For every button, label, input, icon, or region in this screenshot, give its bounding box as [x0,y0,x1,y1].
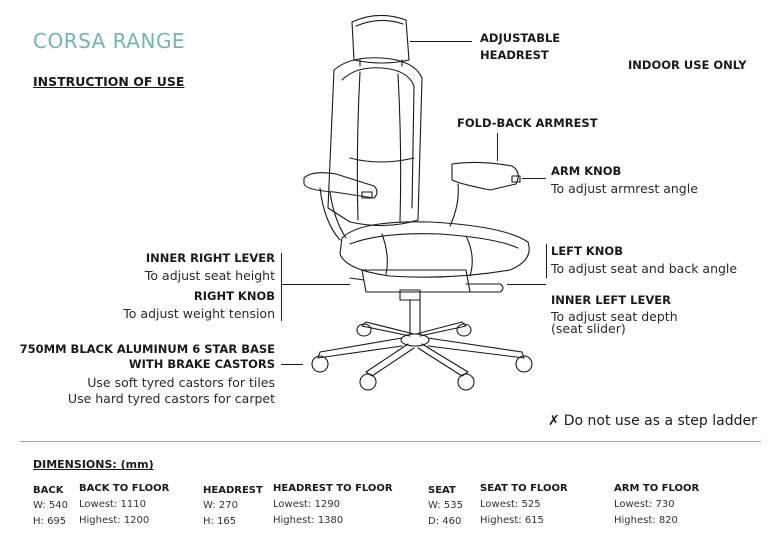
dim-seat-label: SEAT [428,485,456,496]
dim-back-label: BACK [33,485,64,496]
armrest-leader-line [497,133,498,161]
base-label-1: 750MM BLACK ALUMINUM 6 STAR BASE [19,342,275,356]
dim-seat-width: W: 535 [428,500,463,511]
base-description-2: Use hard tyred castors for carpet [67,391,275,406]
headrest-callout-label-2: HEADREST [480,48,549,62]
dim-back-to-floor-lowest: Lowest: 1110 [79,499,146,510]
cross-icon: ✗ [548,413,560,429]
inner-left-lever-description-1: To adjust seat depth [551,309,678,324]
armrest-left-drawing [304,173,377,240]
arm-knob-label: ARM KNOB [551,164,622,178]
right-knob-description: To adjust weight tension [123,306,275,321]
inner-left-lever-description-2: (seat slider) [551,321,626,336]
dimensions-title: DIMENSIONS: (mm) [33,458,154,471]
backrest-drawing [328,58,422,226]
left-knob-label: LEFT KNOB [551,244,623,258]
section-divider [20,441,761,442]
armrest-right-drawing [450,162,520,226]
dim-back-to-floor-label: BACK TO FLOOR [79,483,170,494]
dim-arm-to-floor-highest: Highest: 820 [614,515,678,526]
inner-right-lever-label: INNER RIGHT LEVER [145,251,275,265]
chair-illustration [290,8,560,400]
warning-text: Do not use as a step ladder [563,413,757,429]
indoor-use-notice: INDOOR USE ONLY [628,58,747,72]
dim-back-height: H: 695 [33,516,67,527]
brand-title: CORSA RANGE [33,29,186,53]
dim-headrest-label: HEADREST [203,485,263,496]
star-base-drawing [312,322,532,390]
base-leader-line [281,364,303,365]
dim-headrest-to-floor-lowest: Lowest: 1290 [273,499,340,510]
dim-headrest-to-floor-highest: Highest: 1380 [273,515,344,526]
right-side-bracket [281,253,282,321]
inner-right-lever-description: To adjust seat height [144,268,275,283]
arm-knob-leader-line [522,178,546,179]
headrest-callout-label-1: ADJUSTABLE [480,31,561,45]
lever-leader-line [507,284,546,285]
arm-knob-description: To adjust armrest angle [551,181,698,196]
seat-drawing [340,222,529,277]
left-knob-description: To adjust seat and back angle [551,261,738,276]
dim-seat-to-floor-label: SEAT TO FLOOR [480,483,568,494]
dim-seat-to-floor-highest: Highest: 615 [480,515,544,526]
left-knob-bracket [546,244,547,278]
dim-headrest-to-floor-label: HEADREST TO FLOOR [273,483,393,494]
gas-lift-drawing [410,300,420,334]
base-description-1: Use soft tyred castors for tiles [87,375,275,390]
dim-seat-depth: D: 460 [428,516,462,527]
dim-headrest-width: W: 270 [203,500,238,511]
dim-headrest-height: H: 165 [203,516,237,527]
instruction-heading: INSTRUCTION OF USE [33,74,185,89]
base-label-2: WITH BRAKE CASTORS [128,357,275,371]
armrest-callout-label: FOLD-BACK ARMREST [457,116,598,130]
dim-arm-to-floor-label: ARM TO FLOOR [614,483,700,494]
dim-back-width: W: 540 [33,500,68,511]
right-knob-label: RIGHT KNOB [193,289,275,303]
right-side-leader-line [282,284,350,285]
headrest-leader-line [410,41,472,42]
dim-back-to-floor-highest: Highest: 1200 [79,515,150,526]
dim-seat-to-floor-lowest: Lowest: 525 [480,499,541,510]
inner-left-lever-label: INNER LEFT LEVER [551,293,671,307]
dim-arm-to-floor-lowest: Lowest: 730 [614,499,675,510]
step-ladder-warning [548,413,757,429]
